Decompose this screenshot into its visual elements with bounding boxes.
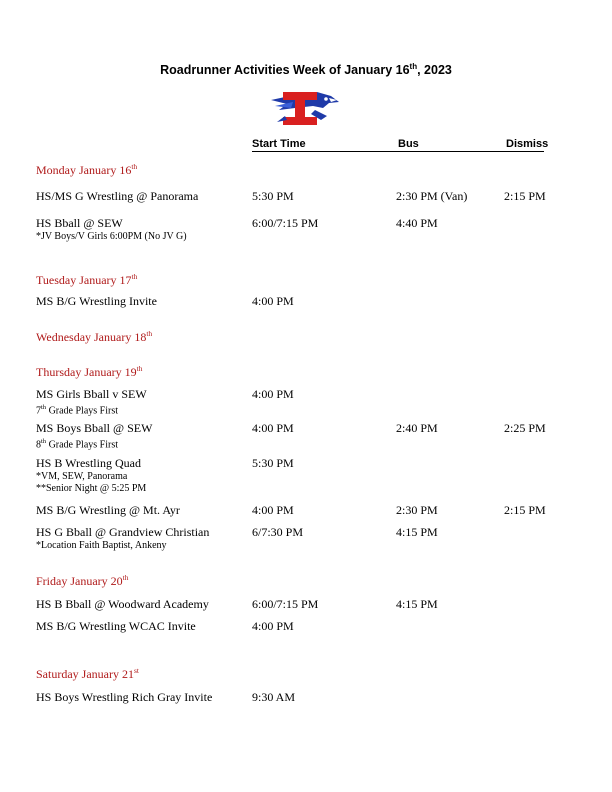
event-bus-time: 2:30 PM (Van) <box>396 189 468 203</box>
header-bus: Bus <box>398 138 419 150</box>
event-start-time: 4:00 PM <box>252 387 294 401</box>
event-dismiss-time: 2:15 PM <box>504 503 546 517</box>
roadrunner-logo-icon <box>265 86 345 130</box>
header-start-time: Start Time <box>252 138 306 150</box>
event-start-time: 4:00 PM <box>252 503 294 517</box>
event-name: MS Girls Bball v SEW <box>36 387 147 401</box>
event-bus-time: 2:40 PM <box>396 421 438 435</box>
event-start-time: 5:30 PM <box>252 189 294 203</box>
event-start-time: 4:00 PM <box>252 619 294 633</box>
event-name: HS B Wrestling Quad <box>36 456 141 470</box>
event-start-time: 4:00 PM <box>252 421 294 435</box>
event-note: **Senior Night @ 5:25 PM <box>36 483 147 494</box>
event-note: *JV Boys/V Girls 6:00PM (No JV G) <box>36 231 187 242</box>
event-bus-time: 4:15 PM <box>396 597 438 611</box>
event-bus-time: 2:30 PM <box>396 503 438 517</box>
event-name: HS Boys Wrestling Rich Gray Invite <box>36 690 213 704</box>
event-bus-time: 4:40 PM <box>396 216 438 230</box>
event-name: MS B/G Wrestling WCAC Invite <box>36 619 196 633</box>
event-name: HS G Bball @ Grandview Christian <box>36 525 210 539</box>
event-note: 7th Grade Plays First <box>36 404 119 417</box>
event-start-time: 6:00/7:15 PM <box>252 597 319 611</box>
event-start-time: 9:30 AM <box>252 690 296 704</box>
event-note: *VM, SEW, Panorama <box>36 471 128 482</box>
event-dismiss-time: 2:25 PM <box>504 421 546 435</box>
event-name: HS Bball @ SEW <box>36 216 123 230</box>
event-note: 8th Grade Plays First <box>36 438 119 451</box>
page-title: Roadrunner Activities Week of January 16th, 2023 <box>160 62 452 78</box>
day-heading-thursday: Thursday January 19th <box>36 364 143 379</box>
event-start-time: 6/7:30 PM <box>252 525 304 539</box>
event-name: MS B/G Wrestling @ Mt. Ayr <box>36 503 180 517</box>
event-note: *Location Faith Baptist, Ankeny <box>36 540 167 551</box>
event-name: MS Boys Bball @ SEW <box>36 421 153 435</box>
day-heading-wednesday: Wednesday January 18th <box>36 329 153 344</box>
header-dismiss: Dismiss <box>506 138 549 150</box>
day-heading-friday: Friday January 20th <box>36 573 129 588</box>
event-start-time: 4:00 PM <box>252 294 294 308</box>
event-name: HS/MS G Wrestling @ Panorama <box>36 189 199 203</box>
event-bus-time: 4:15 PM <box>396 525 438 539</box>
day-heading-saturday: Saturday January 21st <box>36 666 139 681</box>
day-heading-monday: Monday January 16th <box>36 162 138 177</box>
event-name: HS B Bball @ Woodward Academy <box>36 597 209 611</box>
event-dismiss-time: 2:15 PM <box>504 189 546 203</box>
event-start-time: 5:30 PM <box>252 456 294 470</box>
event-name: MS B/G Wrestling Invite <box>36 294 157 308</box>
day-heading-tuesday: Tuesday January 17th <box>36 272 138 287</box>
header-underline <box>252 151 544 152</box>
event-start-time: 6:00/7:15 PM <box>252 216 319 230</box>
